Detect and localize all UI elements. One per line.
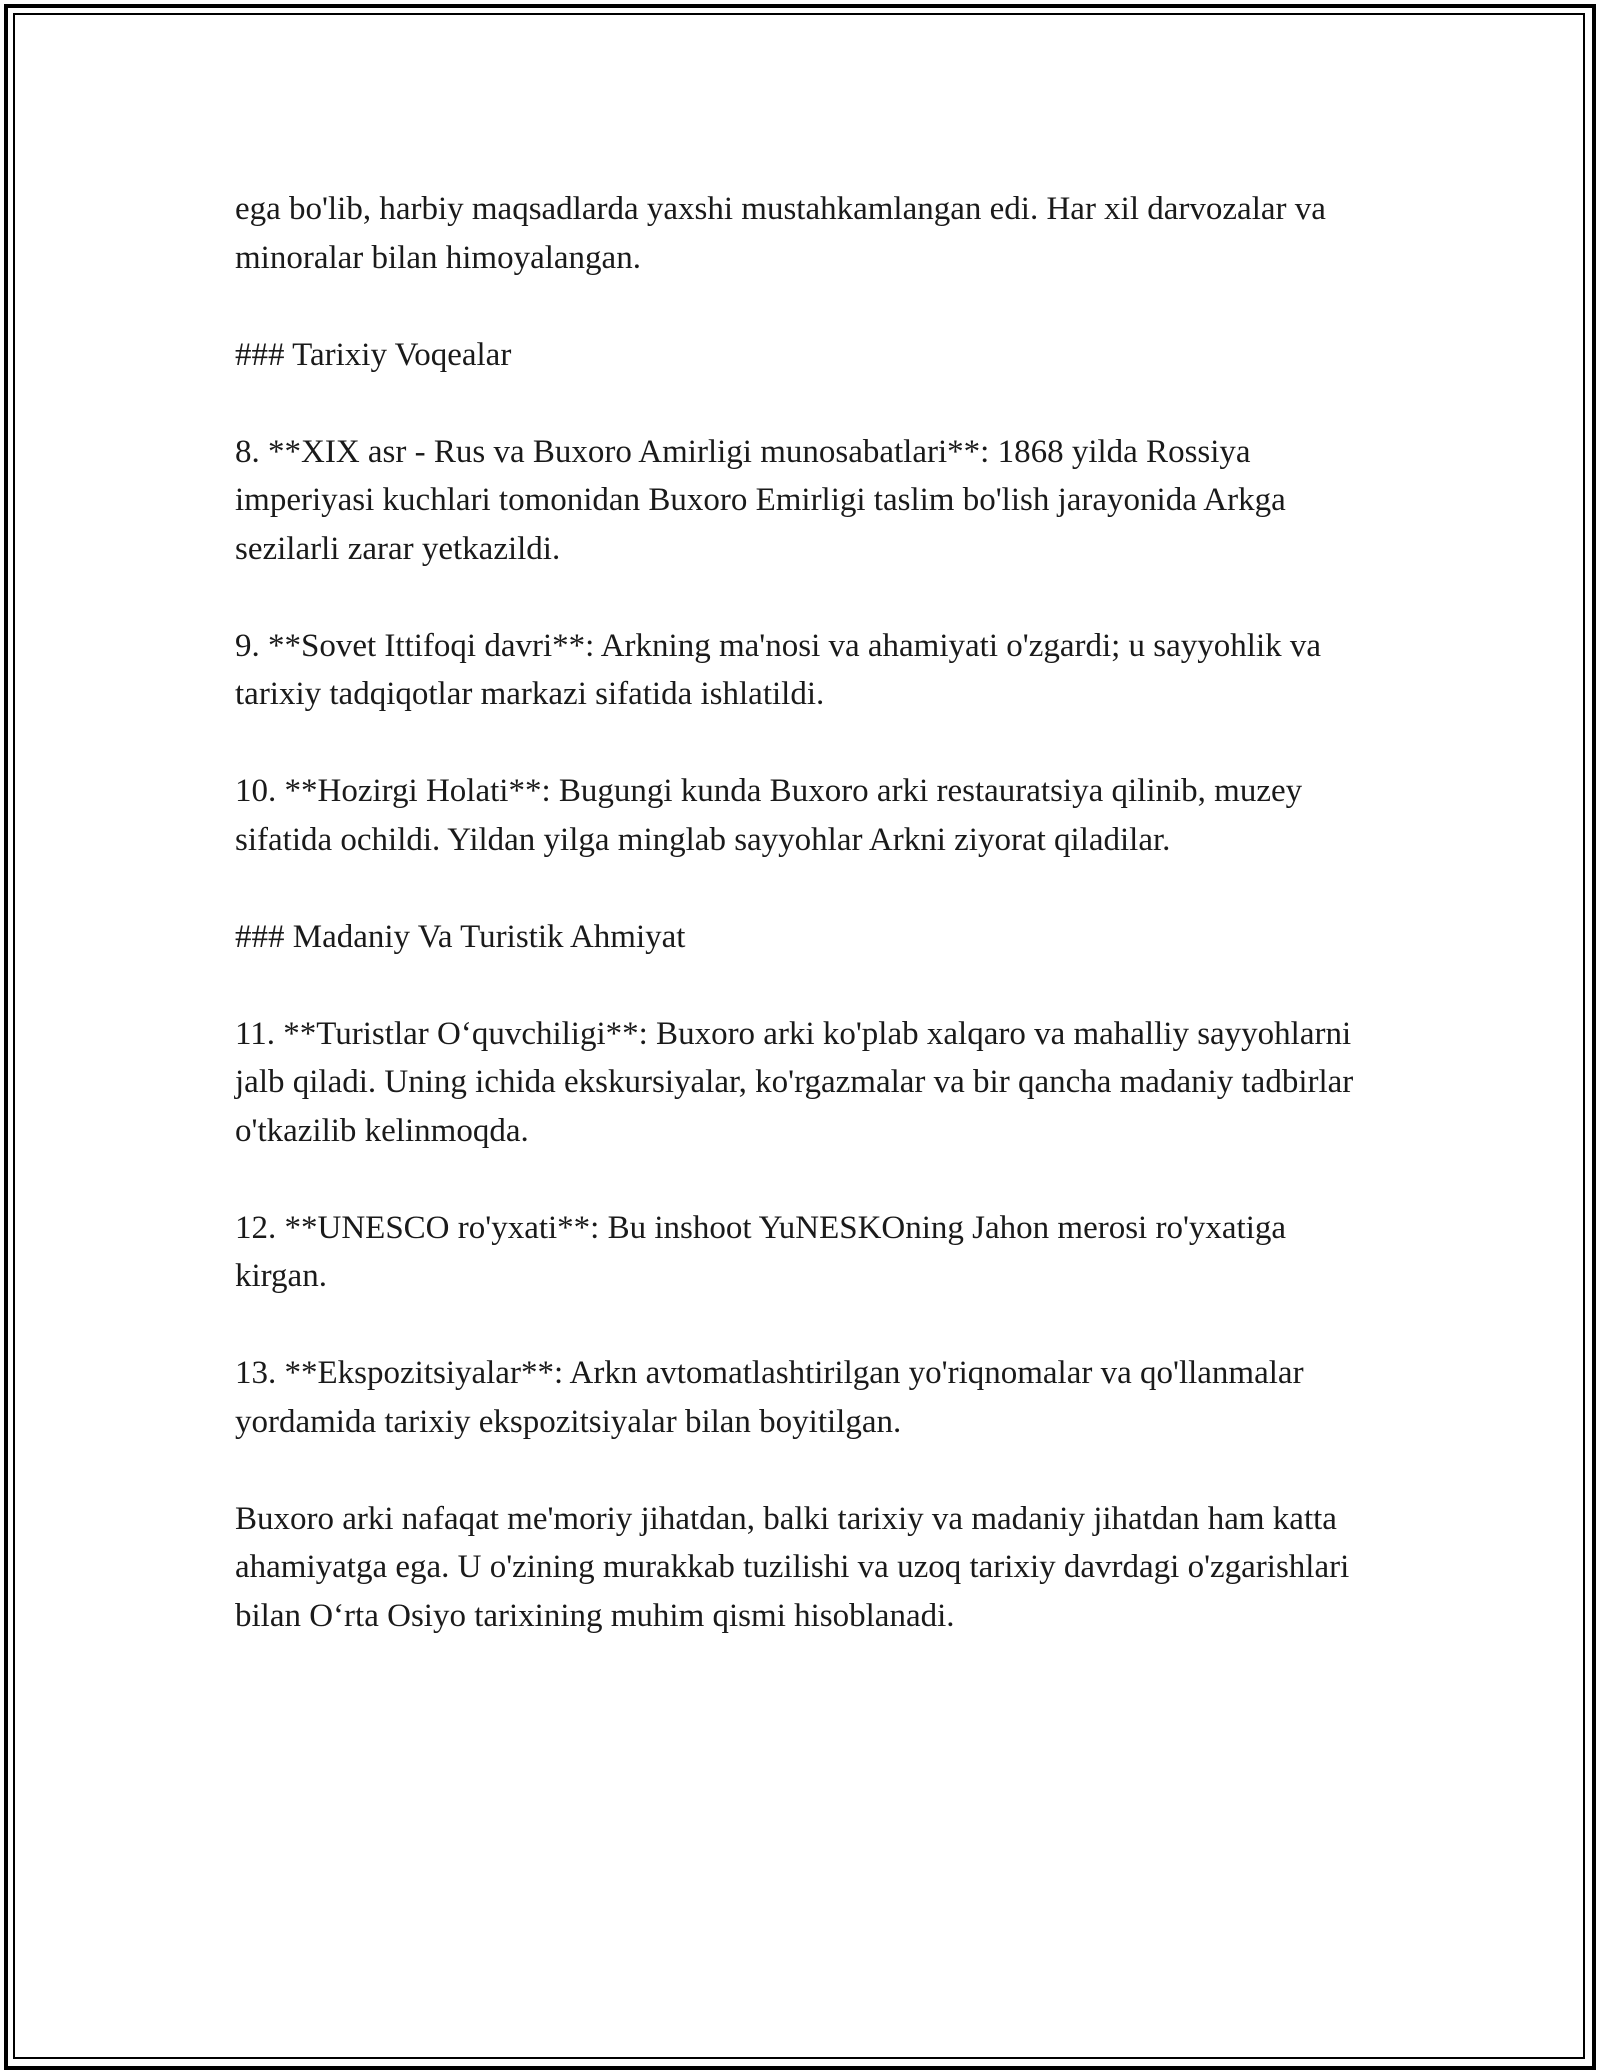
paragraph-intro-continuation: ega bo'lib, harbiy maqsadlarda yaxshi mustahkamlangan edi. Har xil darvozalar va minoralar bilan himoyalangan.	[235, 191, 1326, 276]
list-item-11: 11. **Turistlar O‘quvchiligi**: Buxoro arki ko'plab xalqaro va mahalliy sayyohlarni jalb qiladi. Uning ichida ekskursiyalar, ko'rgazmalar va bir qancha madaniy tadbirlar o'tkazilib kelinmoqda.	[235, 1015, 1354, 1149]
heading-madaniy-va-turistik-ahmiyat: ### Madaniy Va Turistik Ahmiyat	[235, 918, 686, 955]
list-item-8: 8. **XIX asr - Rus va Buxoro Amirligi munosabatlari**: 1868 yilda Rossiya imperiyasi kuchlari tomonidan Buxoro Emirligi taslim bo'lish jarayonida Arkga sezilarli zarar yetkazildi.	[235, 433, 1286, 567]
list-item-12: 12. **UNESCO ro'yxati**: Bu inshoot YuNESKOning Jahon merosi ro'yxatiga kirgan.	[235, 1209, 1287, 1294]
list-item-10: 10. **Hozirgi Holati**: Bugungi kunda Buxoro arki restauratsiya qilinib, muzey sifatida ochildi. Yildan yilga minglab sayyohlar Arkni ziyorat qiladilar.	[235, 773, 1303, 858]
paragraph-conclusion: Buxoro arki nafaqat me'moriy jihatdan, balki tarixiy va madaniy jihatdan ham katta ahamiyatga ega. U o'zining murakkab tuzilishi va uzoq tarixiy davrdagi o'zgarishlari bilan O‘rta Osiyo tarixining muhim qismi hisoblanadi.	[235, 1500, 1350, 1634]
list-item-13: 13. **Ekspozitsiyalar**: Arkn avtomatlashtirilgan yo'riqnomalar va qo'llanmalar yordamida tarixiy ekspozitsiyalar bilan boyitilgan.	[235, 1355, 1304, 1440]
list-item-9: 9. **Sovet Ittifoqi davri**: Arkning ma'nosi va ahamiyati o'zgardi; u sayyohlik va tarixiy tadqiqotlar markazi sifatida ishlatildi.	[235, 627, 1322, 712]
document-body	[235, 185, 1375, 1689]
heading-tarixiy-voqealar: ### Tarixiy Voqealar	[235, 336, 512, 373]
